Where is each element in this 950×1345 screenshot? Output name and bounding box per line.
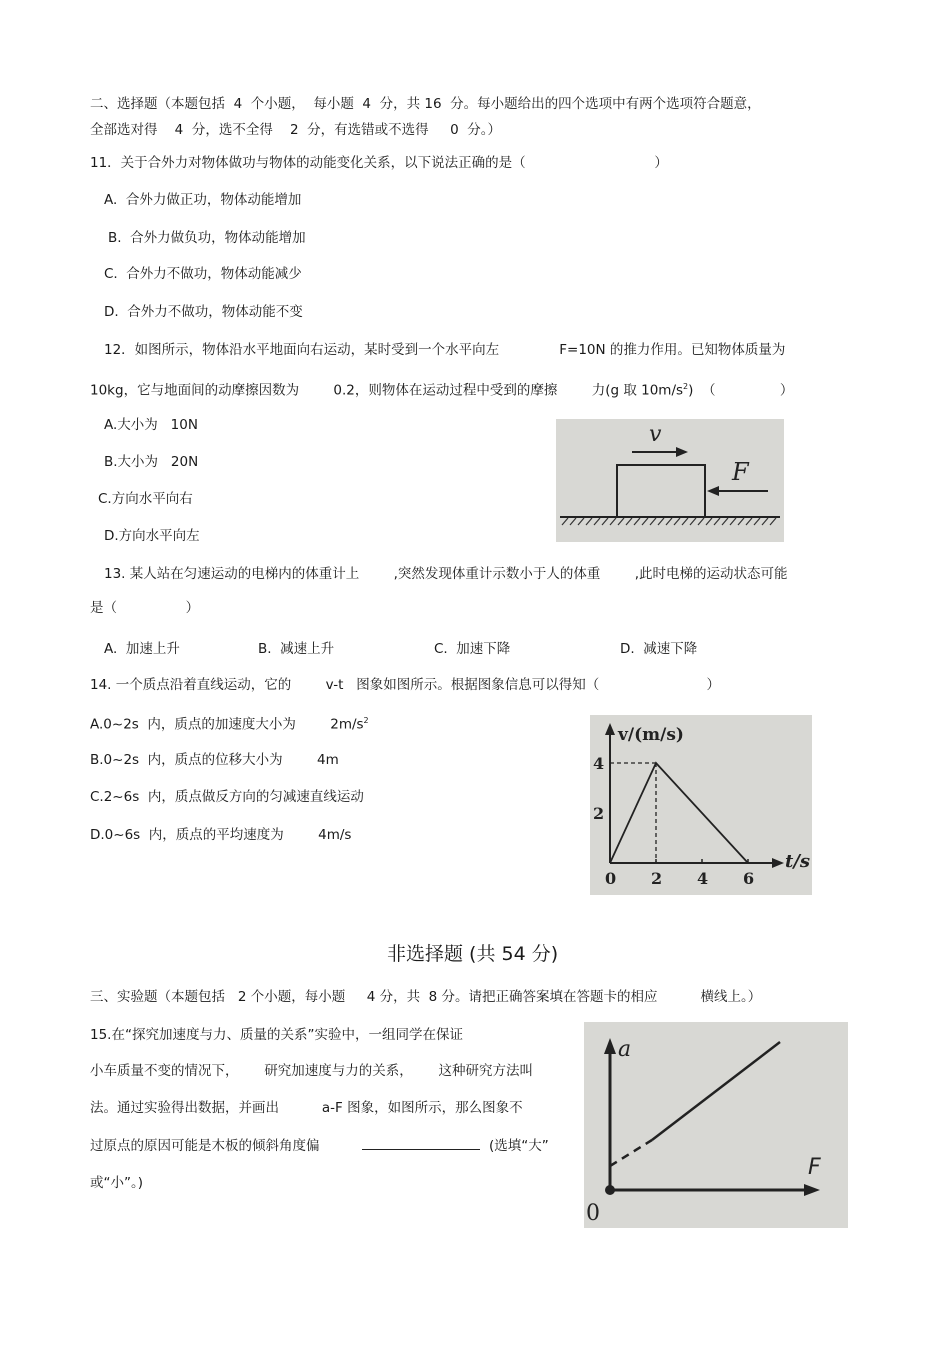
- q15-aF-chart: [584, 1022, 848, 1228]
- origin-label: 0: [586, 1201, 600, 1226]
- q15-line5: 或“小”。): [90, 1175, 144, 1191]
- answer-blank[interactable]: [362, 1137, 480, 1150]
- force-arrowhead: [707, 486, 719, 496]
- velocity-label: v: [649, 422, 662, 447]
- x-tick-label: 6: [743, 869, 755, 888]
- ground-hatching: [562, 518, 776, 525]
- q13-line2: 是（ ）: [90, 600, 200, 616]
- velocity-arrowhead: [676, 447, 688, 457]
- q14-option-b: B.0~2s 内，质点的位移大小为 4m: [90, 752, 339, 768]
- q12-option-b: B.大小为 20N: [104, 454, 199, 470]
- F-axis-label: F: [808, 1155, 821, 1180]
- q15-line4-text: 过原点的原因可能是木板的倾斜角度偏: [90, 1138, 363, 1154]
- q12-line2-text: 10kg，它与地面间的动摩擦因数为 0.2，则物体在运动过程中受到的摩擦 力(g 取 10m/s: [90, 382, 684, 399]
- x-axis-arrow: [772, 858, 784, 868]
- q14-option-a-superscript: 2: [363, 716, 369, 725]
- block-diagram: [556, 419, 784, 542]
- y-axis-label: v/(m/s): [618, 725, 684, 745]
- a-axis-label: a: [618, 1037, 632, 1062]
- y-tick-label: 4: [593, 754, 605, 773]
- q12-line2: [90, 378, 793, 400]
- q14-option-c: C.2~6s 内，质点做反方向的匀减速直线运动: [90, 789, 364, 805]
- a-axis-arrow: [604, 1038, 616, 1054]
- q15-line2: 小车质量不变的情况下， 研究加速度与力的关系， 这种研究方法叫: [90, 1063, 533, 1079]
- q12-line2-end: ) （ ）: [688, 382, 794, 399]
- aF-chart-svg: [584, 1022, 848, 1228]
- q14-option-a: [90, 712, 369, 734]
- q11-option-a: A. 合外力做正功，物体动能增加: [104, 192, 302, 208]
- q13-option-d: D. 减速下降: [620, 641, 698, 657]
- q12-figure: [556, 419, 784, 542]
- section2-line2: 全部选对得 4 分，选不全得 2 分，有选错或不选得 0 分。）: [90, 122, 502, 138]
- x-axis-label: t/s: [785, 851, 811, 872]
- q11-stem: 11．关于合外力对物体做功与物体的动能变化关系，以下说法正确的是（ ）: [90, 155, 668, 171]
- x-tick-label: 4: [697, 869, 709, 888]
- q13-option-a: A. 加速上升: [104, 641, 180, 657]
- q12-option-c: C.方向水平向右: [98, 491, 193, 507]
- x-tick-label: 0: [605, 869, 617, 888]
- q14-stem: 14. 一个质点沿着直线运动，它的 v-t 图象如图所示。根据图象信息可以得知（ ）: [90, 677, 721, 693]
- q12-superscript: 2: [683, 382, 689, 391]
- x-tick-label: 2: [651, 869, 663, 888]
- q14-vt-chart: [590, 715, 812, 895]
- q13-option-c: C. 加速下降: [434, 641, 511, 657]
- q11-option-b: B. 合外力做负功，物体动能增加: [108, 230, 306, 246]
- vt-chart-svg: [590, 715, 812, 895]
- q12-line1: 12．如图所示，物体沿水平地面向右运动，某时受到一个水平向左 F=10N 的推力作用。已知物体质量为: [104, 342, 786, 358]
- aF-line: [652, 1042, 780, 1140]
- section3-header: 三、实验题（本题包括 2 个小题，每小题 4 分，共 8 分。请把正确答案填在答题卡的相应 横线上。）: [90, 989, 762, 1005]
- origin-dot: [605, 1185, 615, 1195]
- q15-line4: [90, 1137, 549, 1155]
- q15-line1: 15.在“探究加速度与力、质量的关系”实验中，一组同学在保证: [90, 1027, 463, 1043]
- q14-option-d: D.0~6s 内，质点的平均速度为 4m/s: [90, 827, 352, 843]
- section2-line1: 二、选择题（本题包括 4 个小题， 每小题 4 分，共 16 分。每小题给出的四个选项中有两个选项符合题意，: [90, 96, 761, 112]
- q12-option-a: A.大小为 10N: [104, 417, 198, 433]
- F-axis-arrow: [804, 1184, 820, 1196]
- vt-series-line: [610, 763, 748, 863]
- q14-option-a-text: A.0~2s 内，质点的加速度大小为 2m/s: [90, 716, 364, 733]
- force-label: F: [732, 458, 749, 486]
- y-axis-arrow: [605, 723, 615, 735]
- q13-option-b: B. 减速上升: [258, 641, 335, 657]
- q15-line4-end: (选填“大”: [480, 1138, 549, 1154]
- nonchoice-heading: 非选择题 (共 54 分): [387, 943, 559, 965]
- q12-option-d: D.方向水平向左: [104, 528, 200, 544]
- q13-line1: 13. 某人站在匀速运动的电梯内的体重计上 ,突然发现体重计示数小于人的体重 ,此时电梯的运动状态可能: [104, 566, 788, 582]
- q15-line3: 法。通过实验得出数据，并画出 a-F 图象，如图所示，那么图象不: [90, 1100, 523, 1116]
- y-tick-label: 2: [593, 804, 605, 823]
- q11-option-c: C. 合外力不做功，物体动能减少: [104, 266, 302, 282]
- block: [617, 465, 705, 517]
- q11-option-d: D. 合外力不做功，物体动能不变: [104, 304, 303, 320]
- dashed-extension: [610, 1140, 652, 1166]
